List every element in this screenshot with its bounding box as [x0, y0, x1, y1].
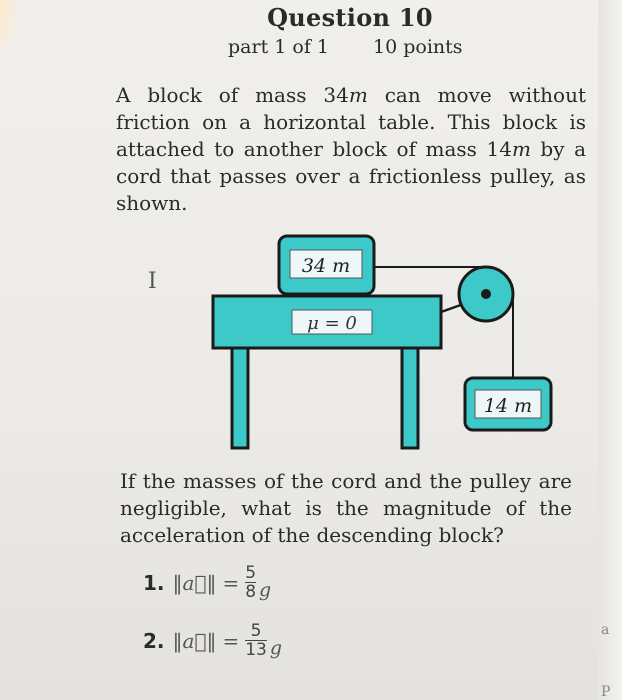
- points-value: 10 points: [373, 36, 463, 58]
- right-page-edge: [598, 0, 622, 700]
- answer-choice-1[interactable]: [143, 564, 271, 601]
- choice-number: 1.: [143, 570, 165, 595]
- friction-label: μ = 0: [307, 313, 357, 334]
- denominator: 13: [245, 640, 267, 660]
- question-title: Question 10: [267, 3, 433, 32]
- fraction: [245, 564, 256, 601]
- equals-sign: =: [222, 628, 240, 653]
- side-fragment-a: a: [601, 622, 610, 638]
- gravity-var: g: [269, 636, 283, 659]
- gravity-var: g: [259, 578, 272, 601]
- pulley-axle: [481, 289, 491, 299]
- side-fragment-b: P: [601, 684, 611, 700]
- problem-statement: [116, 82, 586, 217]
- block-14m-label: 14 m: [483, 395, 533, 417]
- numerator: 5: [250, 621, 262, 641]
- mass-var-2: m: [511, 137, 531, 161]
- acceleration-norm: ‖a⃗‖: [172, 570, 217, 595]
- answer-choice-2[interactable]: [143, 622, 282, 659]
- acceleration-norm: ‖a⃗‖: [172, 628, 217, 653]
- table-leg-right: [402, 348, 418, 448]
- problem-text-3: by a cord that passes over a frictionless pulley, as shown.: [116, 137, 586, 215]
- denominator: 8: [245, 582, 257, 602]
- mass-var-1: m: [348, 83, 368, 107]
- problem-text-1: A block of mass 34: [116, 83, 349, 107]
- question-meta: [228, 36, 463, 58]
- part-indicator: part 1 of 1: [228, 36, 329, 58]
- equals-sign: =: [222, 570, 240, 595]
- problem-text-2: can move without friction on a horizontal table. This block is attached to another block of mass 14: [116, 83, 586, 161]
- block-34m-label: 34 m: [301, 255, 351, 277]
- question-prompt: If the masses of the cord and the pulley are negligible, what is the magnitude of the acceleration of the descending block?: [120, 469, 572, 547]
- table-leg-left: [232, 348, 248, 448]
- pulley-diagram: [130, 230, 570, 460]
- choice-number: 2.: [143, 628, 165, 653]
- numerator: 5: [245, 563, 257, 583]
- text-cursor-icon: I: [148, 269, 157, 294]
- fraction: [245, 622, 267, 659]
